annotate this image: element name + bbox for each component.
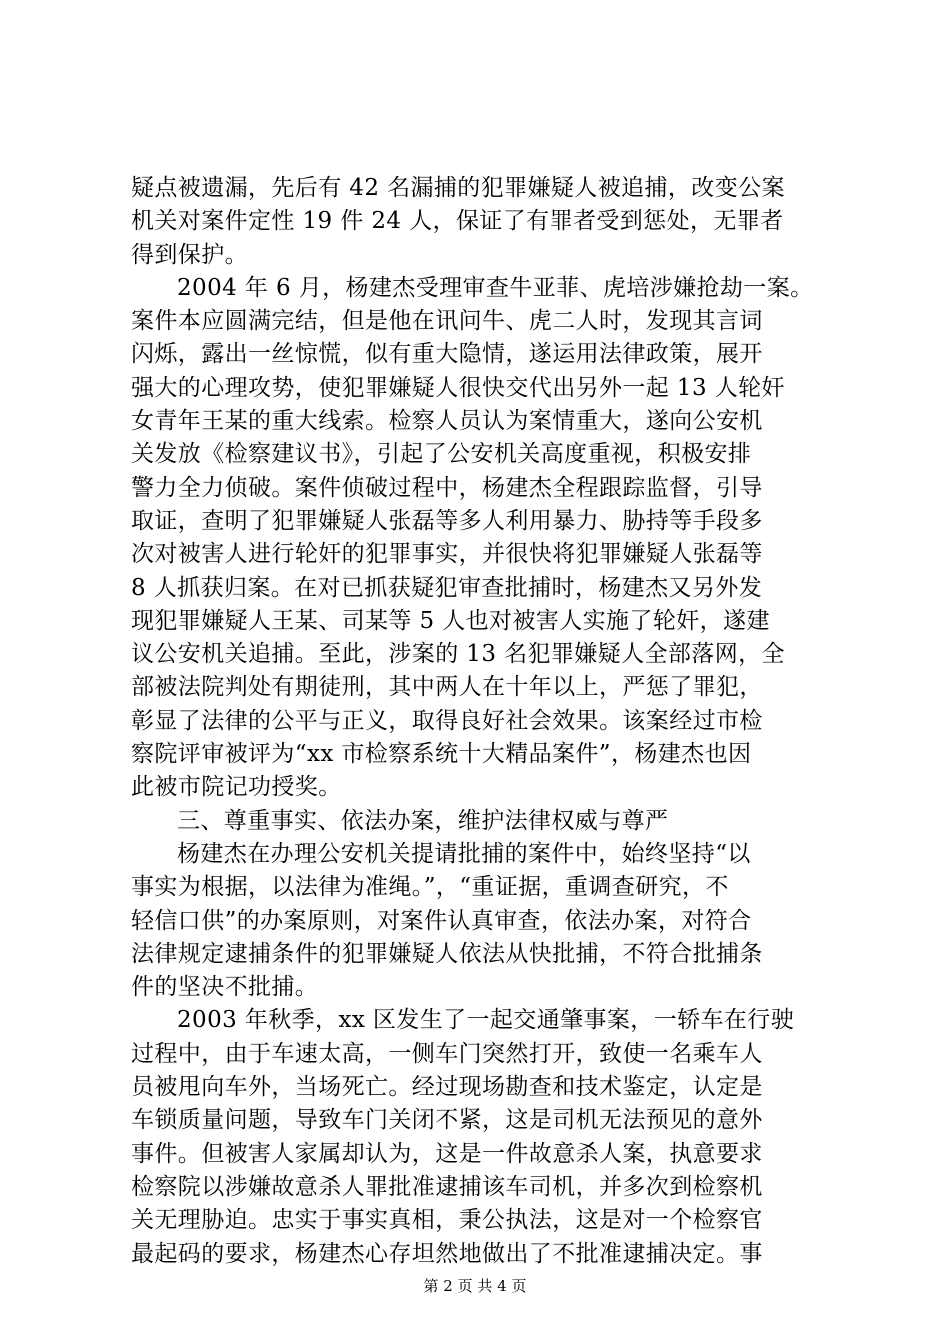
text-line: 关无理胁迫。忠实于事实真相，秉公执法，这是对一个检察官: [131, 1207, 763, 1234]
text-line: 女青年王某的重大线索。检察人员认为案情重大，遂向公安机: [131, 408, 763, 435]
text-line: 部被法院判处有期徒刑，其中两人在十年以上，严惩了罪犯，: [131, 674, 763, 701]
text-line: 2003 年秋季，xx 区发生了一起交通肇事案，一轿车在行驶: [177, 1007, 795, 1034]
text-line: 过程中，由于车速太高，一侧车门突然打开，致使一名乘车人: [131, 1040, 763, 1067]
text-line: 员被甩向车外，当场死亡。经过现场勘查和技术鉴定，认定是: [131, 1074, 763, 1101]
text-line: 检察院以涉嫌故意杀人罪批准逮捕该车司机，并多次到检察机: [131, 1173, 763, 1200]
paragraph: [131, 272, 831, 805]
text-line: 次对被害人进行轮奸的犯罪事实，并很快将犯罪嫌疑人张磊等: [131, 541, 763, 568]
paragraph: [131, 805, 831, 838]
text-line: 得到保护。: [131, 241, 248, 268]
text-line: 现犯罪嫌疑人王某、司某等 5 人也对被害人实施了轮奸，遂建: [131, 607, 770, 634]
text-line: 车锁质量问题，导致车门关闭不紧，这是司机无法预见的意外: [131, 1107, 763, 1134]
text-line: 议公安机关追捕。至此，涉案的 13 名犯罪嫌疑人全部落网，全: [131, 641, 785, 668]
body-text: [131, 172, 831, 1271]
text-line: 机关对案件定性 19 件 24 人，保证了有罪者受到惩处，无罪者: [131, 208, 784, 235]
text-line: 警力全力侦破。案件侦破过程中，杨建杰全程跟踪监督，引导: [131, 474, 763, 501]
text-line: 2004 年 6 月，杨建杰受理审查牛亚菲、虎培涉嫌抢劫一案。: [177, 274, 814, 301]
text-line: 彰显了法律的公平与正义，取得良好社会效果。该案经过市检: [131, 707, 763, 734]
paragraph: [131, 838, 831, 1004]
text-line: 事实为根据，以法律为准绳。”，“重证据，重调查研究，不: [131, 874, 729, 901]
text-line: 关发放《检察建议书》，引起了公安机关高度重视，积极安排: [131, 441, 752, 468]
paragraph: [131, 172, 831, 272]
paragraph: [131, 1004, 831, 1270]
page-footer: 第 2 页 共 4 页: [423, 1277, 527, 1295]
text-line: 轻信口供”的办案原则，对案件认真审查，依法办案，对符合: [131, 907, 752, 934]
text-line: 取证，查明了犯罪嫌疑人张磊等多人利用暴力、胁持等手段多: [131, 507, 763, 534]
text-line: 疑点被遗漏，先后有 42 名漏捕的犯罪嫌疑人被追捕，改变公案: [131, 175, 785, 201]
text-line: 件的坚决不批捕。: [131, 974, 319, 1001]
text-line: 三、尊重事实、依法办案，维护法律权威与尊严: [177, 807, 669, 834]
text-line: 此被市院记功授奖。: [131, 774, 342, 801]
text-line: 法律规定逮捕条件的犯罪嫌疑人依法从快批捕，不符合批捕条: [131, 940, 763, 967]
text-line: 事件。但被害人家属却认为，这是一件故意杀人案，执意要求: [131, 1140, 763, 1167]
text-line: 8 人抓获归案。在对已抓获疑犯审查批捕时，杨建杰又另外发: [131, 574, 763, 601]
text-line: 杨建杰在办理公安机关提请批捕的案件中，始终坚持“以: [177, 840, 751, 867]
text-line: 最起码的要求，杨建杰心存坦然地做出了不批准逮捕决定。事: [131, 1240, 763, 1267]
text-line: 案件本应圆满完结，但是他在讯问牛、虎二人时，发现其言词: [131, 308, 763, 335]
text-line: 闪烁，露出一丝惊慌，似有重大隐情，遂运用法律政策，展开: [131, 341, 763, 368]
text-line: 强大的心理攻势，使犯罪嫌疑人很快交代出另外一起 13 人轮奸: [131, 374, 785, 401]
text-line: 察院评审被评为“xx 市检察系统十大精品案件”，杨建杰也因: [131, 741, 752, 768]
